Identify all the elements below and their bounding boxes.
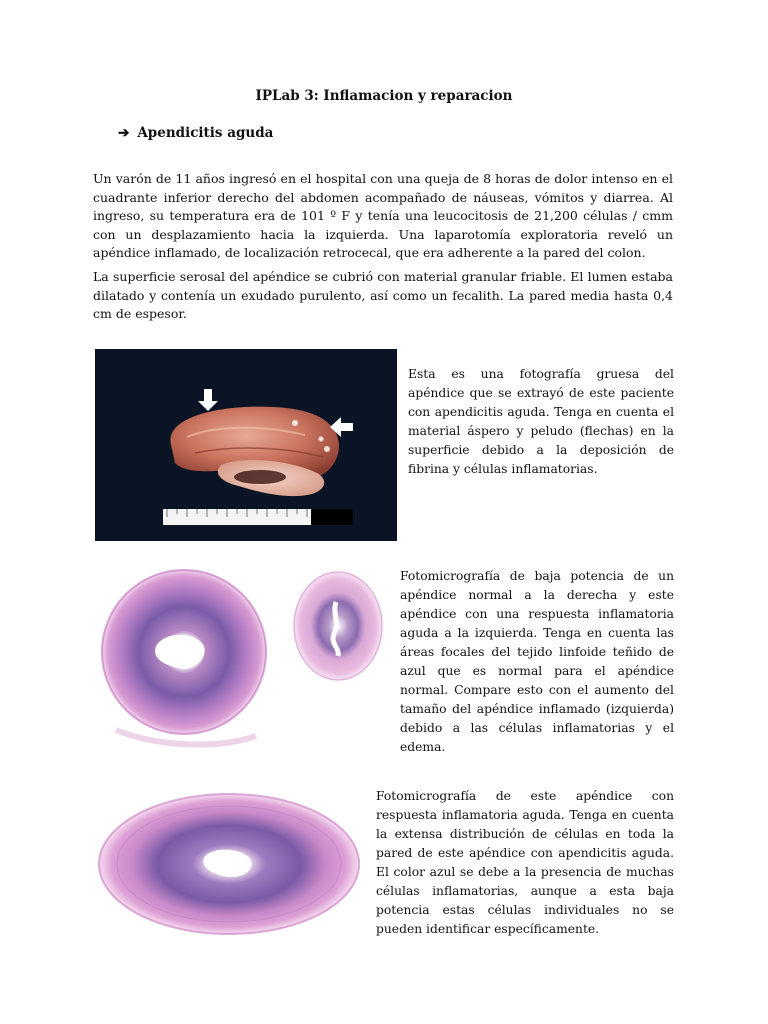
case-paragraph-2: La superficie serosal del apéndice se cubrió con material granular friable. El lumen estaba dilatado y contenía un exudado purulento, así como un fecalith. La pared media hasta 0,4 cm de espesor.	[93, 269, 673, 321]
figure-2-caption: Fotomicrografía de baja potencia de un apéndice normal a la derecha y este apéndice con una respuesta inflamatoria aguda a la izquierda. Tenga en cuenta las áreas focales del tejido linfoide teñido de azul que es normal para el apéndice normal. Compare esto con el aumento del tamaño del apéndice inflamado (izquierda) debido a las células inflamatorias y el edema.	[400, 569, 674, 754]
page-title: IPLab 3: Inflamacion y reparacion	[255, 88, 513, 104]
inflamed-appendix-micrograph	[93, 790, 363, 940]
scale-ruler	[163, 509, 353, 525]
gross-appendix-photo	[95, 349, 397, 541]
low-power-micrograph	[96, 560, 392, 752]
section-heading-text: Apendicitis aguda	[137, 125, 274, 141]
figure-1-caption: Esta es una fotografía gruesa del apéndice que se extrayó de este paciente con apendicitis aguda. Tenga en cuenta el material áspero y peludo (flechas) en la superficie debido a la deposición de fibrina y células inflamatorias.	[408, 367, 674, 476]
case-paragraph-1: Un varón de 11 años ingresó en el hospital con una queja de 8 horas de dolor intenso en el cuadrante inferior derecho del abdomen acompañado de náuseas, vómitos y diarrea. Al ingreso, su temperatura era de 101 º F y tenía una leucocitosis de 21,200 células / cmm con un desplazamiento hacia la izquierda. Una laparotomía exploratoria reveló un apéndice inflamado, de localización retrocecal, que era adherente a la pared del colon.	[93, 171, 673, 260]
right-arrow-icon: ➔	[118, 125, 130, 141]
figure-3-caption: Fotomicrografía de este apéndice con respuesta inflamatoria aguda. Tenga en cuenta la extensa distribución de células en toda la pared de este apéndice con apendicitis aguda. El color azul se debe a la presencia de muchas células inflamatorias, aunque a esta baja potencia estas células individuales no se pueden identificar específicamente.	[376, 789, 674, 936]
section-heading	[118, 125, 273, 141]
